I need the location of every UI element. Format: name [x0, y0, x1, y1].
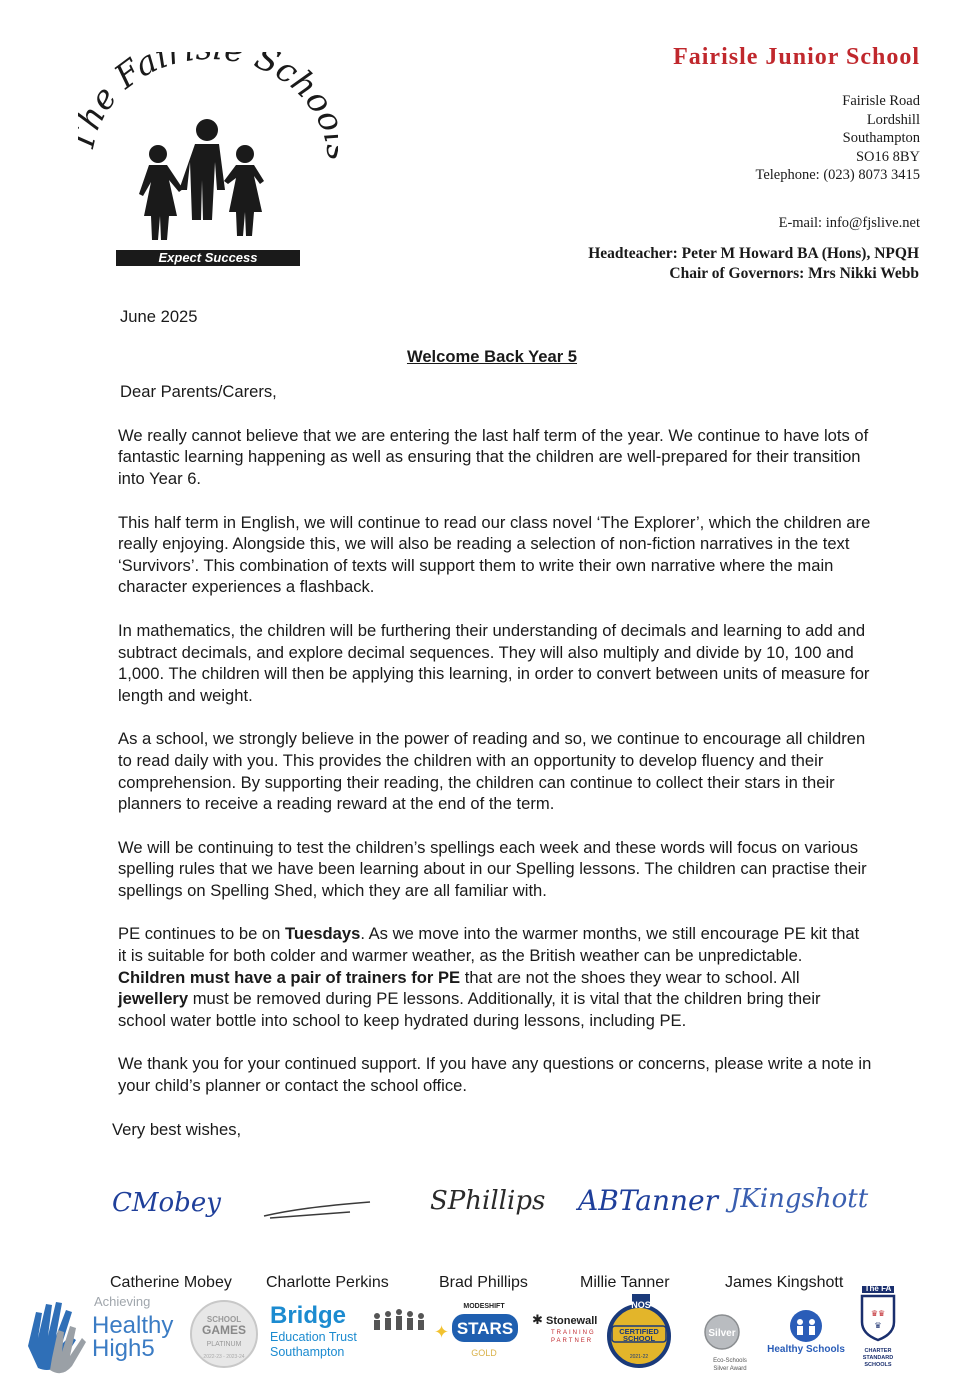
fa-label: CHARTER — [864, 1348, 892, 1354]
accreditation-logos-graphic — [22, 1286, 962, 1382]
stars-label: GOLD — [471, 1348, 497, 1358]
signature-mobey: CMobey — [112, 1188, 221, 1218]
pe-day: Tuesdays — [284, 924, 361, 944]
bridge-label: Southampton — [270, 1345, 345, 1359]
letter-title: Welcome Back Year 5 — [406, 346, 578, 366]
games-label: PLATINUM — [206, 1341, 242, 1348]
paragraph-maths: In mathematics, the children will be furthering their understanding of decimals and learning to add and subtract decimals, and explore decimal sequences. They will also multiply and divide by 10, 100 and 1,000. The children will then be applying this learning, in order to convert between units of measure for length and weight. — [118, 620, 870, 705]
signatures — [100, 1178, 880, 1238]
stars-label: STARS — [456, 1319, 514, 1338]
headteacher: Headteacher: Peter M Howard BA (Hons), NPQH — [588, 245, 919, 262]
logo-arc-text: e Fai Scho — [81, 52, 338, 121]
logo-tagline: Expect Success — [116, 250, 300, 266]
bridge-label: Education Trust — [270, 1330, 357, 1344]
signatory-name: Charlotte Perkins — [266, 1274, 389, 1291]
pe-text: must be removed during PE lessons. Additionally, it is vital that the children bring their school water bottle into school to keep hydrated during lessons, including PE. — [118, 989, 821, 1030]
pe-jewellery: jewellery — [118, 989, 189, 1009]
chair-of-governors: Chair of Governors: Mrs Nikki Webb — [669, 265, 919, 282]
signatory-name: Catherine Mobey — [110, 1274, 232, 1291]
fa-label: The FA — [864, 1286, 892, 1293]
paragraph-english: This half term in English, we will continue to read our class novel ‘The Explorer’, which the children are really enjoying. Alongside this, we will also be reading a selection of non-fiction narratives in the text ‘Survivors’. This combination of texts will support them to write their own narrative where the main character experiences a flashback. — [118, 512, 871, 597]
nos-label: SCHOOL — [622, 1334, 656, 1343]
games-label: SCHOOL — [206, 1315, 242, 1324]
address-line: Fairisle Road — [842, 93, 920, 109]
paragraph-thanks: We thank you for your continued support. If you have any questions or concerns, please write a note in your child’s planner or contact the school office. — [118, 1054, 872, 1096]
bridge-label: Bridge — [270, 1302, 347, 1329]
games-label: 2022-23 - 2023-24 — [203, 1354, 245, 1360]
eco-label: Eco-Schools — [713, 1358, 747, 1364]
school-logo — [78, 52, 338, 272]
svg-text:✦: ✦ — [434, 1322, 450, 1342]
pe-text: that are not the shoes they wear to school. All — [460, 967, 800, 987]
healthy-schools-label: Healthy Schools — [767, 1344, 845, 1355]
hand-icon — [28, 1302, 86, 1373]
paragraph-transition: We really cannot believe that we are entering the last half term of the year. We continue to have lots of fantastic learning happening as well as ensuring that the children are well-prepared for their transition into Year 6. — [118, 425, 869, 488]
stonewall-label: PARTNER — [551, 1338, 594, 1344]
healthy-schools-icon — [790, 1310, 822, 1342]
nos-label: 2021-22 — [629, 1354, 649, 1360]
svg-text:♛: ♛ — [874, 1321, 882, 1330]
family-figures-icon — [139, 119, 264, 240]
signature-kingshott: JKingshott — [730, 1184, 869, 1214]
svg-text:♛♛: ♛♛ — [870, 1309, 886, 1318]
stonewall-label: Stonewall — [546, 1315, 598, 1327]
signature-perkins — [260, 1192, 380, 1222]
pe-trainers-rule: Children must have a pair of trainers for PE — [118, 967, 461, 987]
stonewall-label: TRAINING — [551, 1330, 596, 1336]
letter-signoff: Very best wishes, — [112, 1119, 242, 1139]
address-line: SO16 8BY — [855, 148, 920, 165]
signatory-name: Millie Tanner — [580, 1274, 670, 1291]
staff-heads — [588, 244, 919, 284]
signatory-name: James Kingshott — [725, 1274, 844, 1291]
paragraph-spellings: We will be continuing to test the children’s spellings each week and these words will focus on various spelling rules that we have been learning about in our Spelling lessons. The children can practise their spellings on Spelling Shed, which they are all familiar with. — [118, 837, 867, 900]
signature-tanner: ABTanner — [578, 1184, 719, 1217]
accreditation-logos — [22, 1286, 962, 1382]
address-line: Southampton — [842, 130, 920, 147]
fa-label: SCHOOLS — [864, 1362, 892, 1368]
letter-date: June 2025 — [120, 307, 198, 326]
fa-label: STANDARD — [862, 1355, 894, 1361]
eco-label: Silver — [708, 1328, 736, 1339]
pe-text: PE continues to be on — [118, 924, 285, 944]
high5-label: High5 — [92, 1335, 155, 1362]
paragraph-pe — [118, 923, 872, 1031]
paragraph-reading: As a school, we strongly believe in the power of reading and so, we continue to encourage all children to read daily with you. This provides the children with an opportunity to develop fluency and their comprehension. By supporting their reading, the children can continue to collect their stars in their planners to receive a reading reward at the end of the term. — [118, 729, 866, 814]
signature-phillips: SPhillips — [430, 1186, 546, 1216]
eco-label: Silver Award — [713, 1366, 747, 1372]
fa-crest-icon — [862, 1296, 894, 1340]
email-address[interactable]: E-mail: info@fjslive.net — [778, 215, 920, 231]
high5-label: Achieving — [94, 1294, 151, 1309]
school-name: Fairisle Junior School — [673, 44, 920, 70]
letter-greeting: Dear Parents/Carers, — [120, 382, 277, 402]
letter-body — [112, 306, 872, 1140]
nos-label: NOS — [631, 1300, 651, 1310]
telephone: Telephone: (023) 8073 3415 — [755, 167, 920, 184]
high5-label: Healthy — [92, 1312, 174, 1339]
bridge-figures-icon — [374, 1309, 424, 1330]
stars-label: MODESHIFT — [463, 1303, 505, 1310]
signatory-name: Brad Phillips — [439, 1274, 528, 1291]
stonewall-star-icon: ✱ — [532, 1312, 543, 1327]
nos-label: CERTIFIED — [619, 1327, 659, 1336]
school-address — [756, 92, 921, 185]
fairisle-logo-graphic — [78, 52, 338, 272]
pe-text: . As we move into the warmer months, we still encourage PE kit that it is suitable for both colder and warmer weather, as the British weather can be unpredictable. — [118, 924, 860, 966]
games-label: GAMES — [201, 1323, 247, 1337]
address-line: Lordshill — [866, 111, 920, 128]
